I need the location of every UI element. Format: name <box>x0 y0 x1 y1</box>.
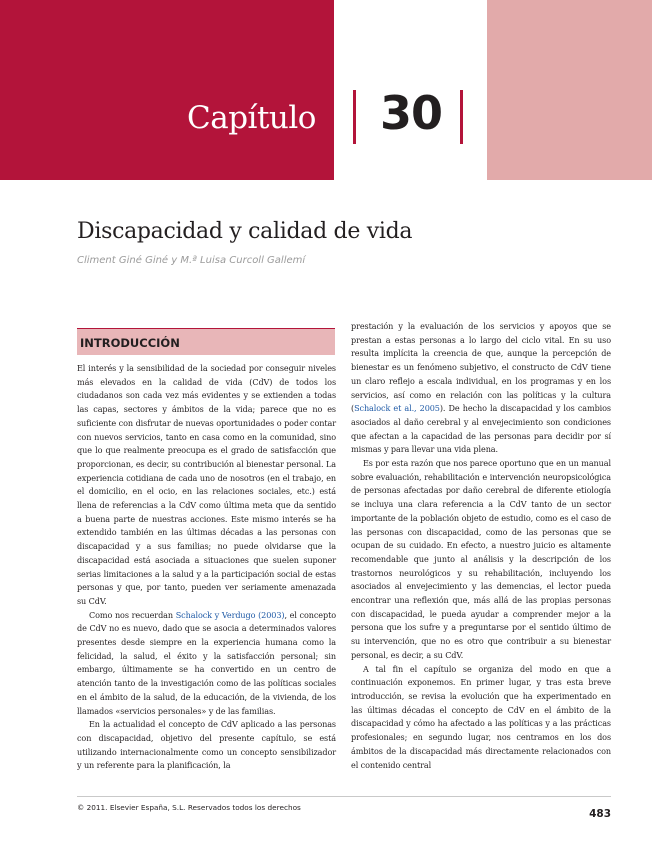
left-column <box>77 362 336 773</box>
paragraph-text: ). De hecho la discapacidad y los cambios asociados al daño cerebral y al envejecimiento son condiciones que afectan a la capacidad de las personas para decidir por sí mismas y para llevar una vida plena. <box>351 403 611 455</box>
chapter-divider-right <box>460 90 463 144</box>
section-heading-box <box>77 328 335 355</box>
chapter-label: Capítulo <box>187 100 316 136</box>
section-heading: INTRODUCCIÓN <box>80 336 180 350</box>
paragraph <box>351 320 611 457</box>
paragraph <box>77 609 336 719</box>
chapter-number: 30 <box>379 86 442 140</box>
citation-link[interactable]: Schalock et al., 2005 <box>354 403 440 414</box>
footer-rule <box>77 796 611 797</box>
paragraph: El interés y la sensibilidad de la sociedad por conseguir niveles más elevados en la calidad de vida (CdV) de todos los ciudadanos son cada vez más evidentes y se extienden a todas las capas, sectores y ámbitos de la vida; parece que no es suficiente con disfrutar de nuevas oportunidades o poder contar con nuevos servicios, tanto en casa como en la comunidad, sino que lo que realmente preocupa es el grado de satisfacción que proporcionan, es decir, su contribución al bienestar personal. La experiencia cotidiana de cada uno de nosotros (en el trabajo, en el domicilio, en el ocio, en las relaciones sociales, etc.) está llena de referencias a la CdV como última meta que da sentido a buena parte de nuestras acciones. Este mismo interés se ha extendido también en las últimas décadas a las personas con discapacidad y a sus familias; no puede olvidarse que la discapacidad está asociada a situaciones que suelen suponer serias limitaciones a la salud y a la participación social de estas personas y que, por tanto, pueden ver seriamente amenazada su CdV. <box>77 363 336 606</box>
paragraph-text: prestación y la evaluación de los servicios y apoyos que se prestan a estas personas a lo largo del ciclo vital. En su uso resulta implícita la creencia de que, aunque la percepción de bienestar es un fenómeno subjetivo, el constructo de CdV tiene un claro reflejo a escala individual, en los programas y en los servicios, así como en relación con las políticas y la cultura ( <box>351 321 611 414</box>
paragraph: Es por esta razón que nos parece oportuno que en un manual sobre evaluación, rehabilitación e intervención neuropsicológica de personas afectadas por daño cerebral de diferente etiología se incluya una clara referencia a la CdV tanto de un sector importante de la población objeto de estudio, como es el caso de las personas con discapacidad, como de las personas que se ocupan de su cuidado. En efecto, a nuestro juicio es altamente recomendable que junto al análisis y la descripción de los trastornos neurológicos y su rehabilitación, incluyendo los asociados al envejecimiento y las demencias, el lector pueda encontrar una reflexión que, más allá de las propias personas con discapacidad, le pueda ayudar a comprender mejor a la persona que los sufre y a preguntarse por el sentido último de su intervención, que no es otro que contribuir a su bienestar personal, es decir, a su CdV. <box>351 458 611 660</box>
copyright-notice: © 2011. Elsevier España, S.L. Reservados todos los derechos <box>77 803 301 812</box>
chapter-banner-left <box>0 0 334 180</box>
paragraph: En la actualidad el concepto de CdV aplicado a las personas con discapacidad, objetivo del presente capítulo, se está utilizando internacionalmente como un concepto sensibilizador y un referente para la planificación, la <box>77 719 336 771</box>
page-number: 483 <box>589 808 611 820</box>
paragraph-text: , el concepto de CdV no es nuevo, dado que se asocia a determinados valores presentes desde siempre en la experiencia humana como la felicidad, la salud, el éxito y la satisfacción personal; sin embargo, últimamente se ha convertido en un centro de atención tanto de la investigación como de las políticas sociales en el ámbito de la salud, de la educación, de la vivienda, de los llamados «servicios personales» y de las familias. <box>77 609 336 716</box>
paragraph-text: Como nos recuerdan <box>89 609 176 620</box>
chapter-authors: Climent Giné Giné y M.ª Luisa Curcoll Gallemí <box>77 255 306 266</box>
chapter-divider-left <box>353 90 356 144</box>
citation-link[interactable]: Schalock y Verdugo (2003) <box>175 609 285 620</box>
paragraph: A tal fin el capítulo se organiza del modo en que a continuación exponemos. En primer lugar, y tras esta breve introducción, se revisa la evolución que ha experimentado en las últimas décadas el concepto de CdV en el ámbito de la discapacidad y cómo ha afectado a las políticas y a las prácticas profesionales; en segundo lugar, nos centramos en los dos ámbitos de la discapacidad más directamente relacionados con el contenido central <box>351 663 611 770</box>
right-column <box>351 320 611 772</box>
chapter-title: Discapacidad y calidad de vida <box>77 219 413 244</box>
chapter-banner-right <box>487 0 652 180</box>
